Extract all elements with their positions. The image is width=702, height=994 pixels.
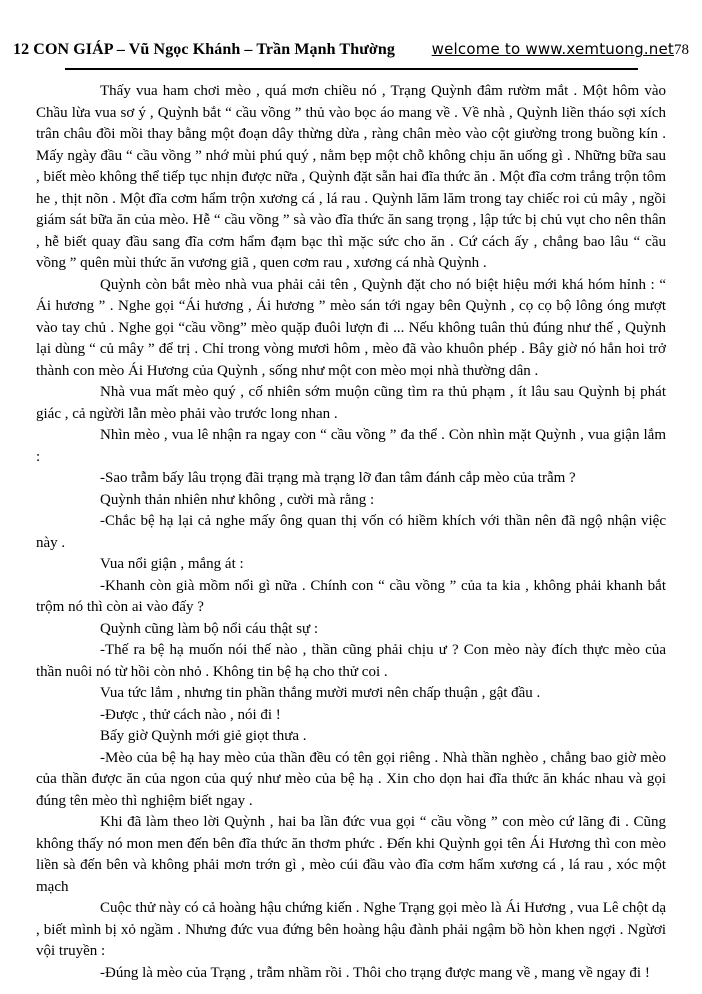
story-text bbox=[36, 81, 666, 984]
story-paragraph: Quỳnh còn bắt mèo nhà vua phải cải tên , Quỳnh đặt cho nó biệt hiệu mới khá hóm hỉnh : “ Ái hương ” . Nghe gọi “Ái hương , Ái hương ” mèo sán tới ngay bên Quỳnh , cọ cọ bộ lông óng mượt vào tay chủ . Nghe gọi “cầu vồng” mèo quặp đuôi lượn đi ... Nếu không tuân thủ đúng như thế , Quỳnh lại dùng “ củ mây ” để trị . Chỉ trong vòng mươi hôm , mèo đã vào khuôn phép . Bây giờ nó hẳn hoi trở thành con mèo Ái Hương của Quỳnh , sống như một con mèo mọi nhà thường dân . bbox=[36, 276, 666, 379]
website-link[interactable]: welcome to www.xemtuong.net bbox=[431, 40, 674, 58]
story-paragraph: -Đúng là mèo của Trạng , trẫm nhầm rồi . Thôi cho trạng được mang về , mang về ngay đi ! bbox=[100, 964, 650, 981]
story-paragraph: -Mèo của bệ hạ hay mèo của thần đều có tên gọi riêng . Nhà thần nghèo , chẳng bao giờ mèo của thần được ăn của ngon của quý như mèo của bệ hạ . Xin cho dọn hai đĩa thức ăn khác nhau và gọi đúng tên mèo thì nghiệm biết ngay . bbox=[36, 749, 666, 809]
header-divider bbox=[65, 68, 638, 70]
story-paragraph: Vua nổi giận , mắng át : bbox=[100, 556, 244, 572]
page-header bbox=[0, 0, 702, 59]
story-paragraph: Quỳnh cũng làm bộ nổi cáu thật sự : bbox=[100, 620, 319, 637]
story-paragraph: -Sao trẫm bấy lâu trọng đãi trạng mà trạng lỡ đan tâm đánh cắp mèo của trẫm ? bbox=[100, 470, 576, 486]
story-paragraph: -Được , thử cách nào , nói đi ! bbox=[100, 706, 281, 723]
story-paragraph: -Chắc bệ hạ lại cả nghe mấy ông quan thị vốn có hiềm khích với thần nên đã ngộ nhận việc này . bbox=[36, 513, 666, 551]
story-paragraph: Quỳnh thản nhiên như không , cười mà rằng : bbox=[100, 491, 375, 508]
story-paragraph: Thấy vua ham chơi mèo , quá mơn chiều nó , Trạng Quỳnh đâm rườm mắt . Một hôm vào Chầu lừa vua sơ ý , Quỳnh bắt “ cầu vồng ” thủ vào bọc áo mang về . Về nhà , Quỳnh liền tháo sợi xích trân châu đồi mồi thay bằng một đoạn dây thừng dừa , ràng chân mèo vào cột giường trong buồng kín . Mấy ngày đầu “ cầu vồng ” nhớ mùi phú quý , nằm bẹp một chỗ không chịu ăn uống gì . Những bữa sau , biết mèo không thể tiếp tục nhịn được nữa , Quỳnh đặt sẵn hai đĩa thức ăn . Một đĩa cơm trắng trộn tôm he , thịt nõn . Một đĩa cơm hẩm trộn xương cá , lá rau . Quỳnh lăm lăm trong tay chiếc roi củ mây , ngồi giám sát bữa ăn của mèo. Hễ “ cầu vồng ” sà vào đĩa thức ăn sang trọng , lập tức bị chủ vụt cho nên thân , hễ biết quay đầu sang đĩa cơm hẩm đạm bạc thì mặc sức cho ăn . Cứ cách ấy , chẳng bao lâu “ cầu vồng ” quên mùi thức ăn vương giã , quen cơm rau , xương cá nhà Quỳnh . bbox=[36, 83, 666, 271]
story-paragraph: Vua tức lắm , nhưng tin phần thắng mười mươi nên chấp thuận , gật đầu . bbox=[100, 685, 541, 701]
story-paragraph: Cuộc thử này có cả hoàng hậu chứng kiến . Nghe Trạng gọi mèo là Ái Hương , vua Lê chột dạ , biết mình bị xỏ ngầm . Nhưng đức vua đứng bên hoàng hậu đành phải ngậm bồ hòn khen ngợi . Ngừơi vội truyền : bbox=[36, 900, 666, 959]
story-paragraph: Khi đã làm theo lời Quỳnh , hai ba lần đức vua gọi “ cầu vồng ” con mèo cứ lãng đi . Cũng không thấy nó mon men đến bên đĩa thức ăn thơm phức . Đến khi Quỳnh gọi tên Ái Hương thì con mèo liền sà đến bên và không phải mơn trớn gì , mèo cúi đầu vào đĩa cơm hẩm xương cá , lá rau , xóc một mạch bbox=[36, 814, 666, 895]
page-number: 78 bbox=[674, 42, 689, 58]
story-paragraph: Bấy giờ Quỳnh mới giẻ giọt thưa . bbox=[100, 728, 307, 744]
story-paragraph: Nhìn mèo , vua lê nhận ra ngay con “ cầu vồng ” đa thể . Còn nhìn mặt Quỳnh , vua giận lắm : bbox=[36, 427, 666, 465]
header-right bbox=[432, 40, 689, 59]
story-paragraph: Nhà vua mất mèo quý , cố nhiên sớm muộn cũng tìm ra thủ phạm , ít lâu sau Quỳnh bị phát giác , cả ngừời lẫn mèo phải vào trước long nhan . bbox=[36, 384, 666, 422]
book-header-title: 12 CON GIÁP – Vũ Ngọc Khánh – Trần Mạnh Thường bbox=[13, 41, 395, 58]
story-paragraph: -Khanh còn già mồm nổi gì nữa . Chính con “ cầu vồng ” của ta kia , không phải khanh bắt trộm nó thì còn ai vào đấy ? bbox=[36, 577, 666, 615]
story-paragraph: -Thế ra bệ hạ muốn nói thế nào , thần cũng phải chịu ư ? Con mèo này đích thực mèo của thần nuôi nó từ hồi còn nhỏ . Không tin bệ hạ cho thử coi . bbox=[36, 642, 666, 680]
